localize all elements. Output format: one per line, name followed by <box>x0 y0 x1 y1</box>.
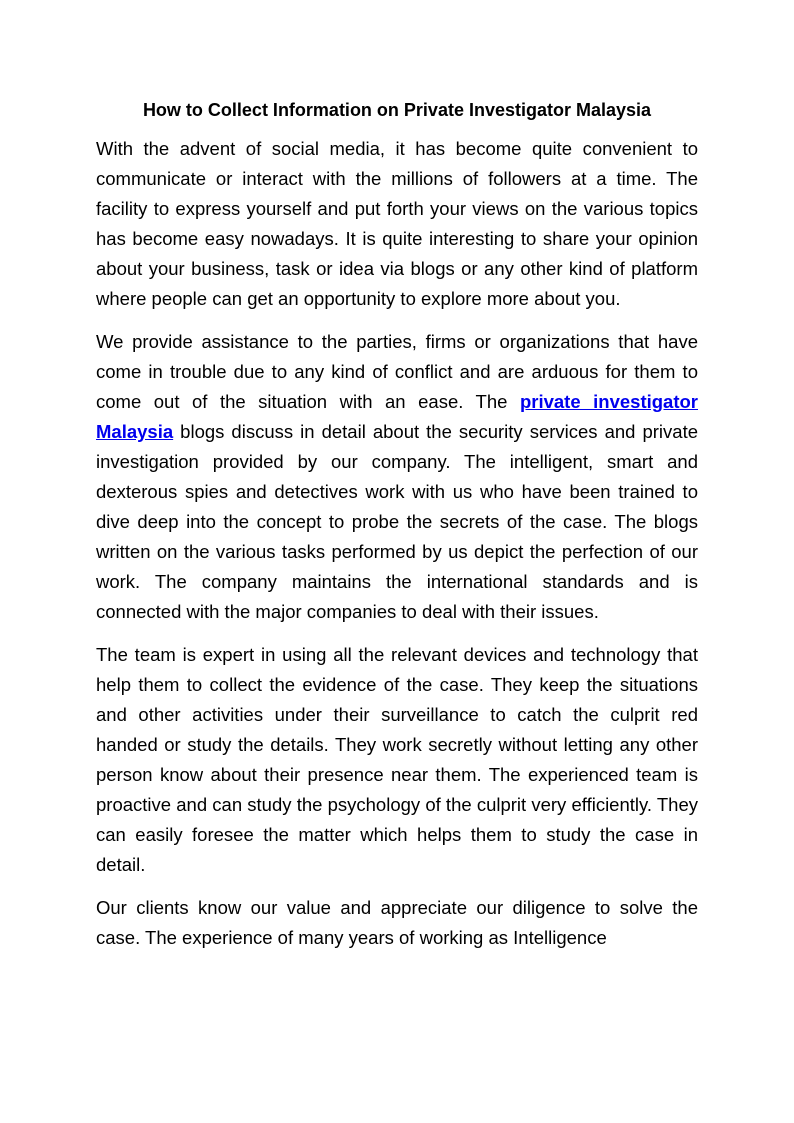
private-investigator-malaysia-link[interactable]: private investigator Malaysia <box>96 391 698 442</box>
paragraph-4: Our clients know our value and appreciate our diligence to solve the case. The experience of many years of working as Intelligence <box>96 897 698 948</box>
document-page <box>96 94 698 966</box>
paragraph-1: With the advent of social media, it has become quite convenient to communicate or interact with the millions of followers at a time. The facility to express yourself and put forth your views on the various topics has become easy nowadays. It is quite interesting to share your opinion about your business, task or idea via blogs or any other kind of platform where people can get an opportunity to explore more about you. <box>96 138 698 309</box>
paragraph-2-text-after-link: blogs discuss in detail about the security services and private investigation provided by our company. The intelligent, smart and dexterous spies and detectives work with us who have been trained to dive deep into the concept to probe the secrets of the case. The blogs written on the various tasks performed by us depict the perfection of our work. The company maintains the international standards and is connected with the major companies to deal with their issues. <box>96 421 698 622</box>
paragraph-2-text-before-link: We provide assistance to the parties, firms or organizations that have come in trouble due to any kind of conflict and are arduous for them to come out of the situation with an ease. The <box>96 331 698 412</box>
paragraph-3: The team is expert in using all the relevant devices and technology that help them to collect the evidence of the case. They keep the situations and other activities under their surveillance to catch the culprit red handed or study the details. They work secretly without letting any other person know about their presence near them. The experienced team is proactive and can study the psychology of the culprit very efficiently. They can easily foresee the matter which helps them to study the case in detail. <box>96 644 698 875</box>
document-title: How to Collect Information on Private Investigator Malaysia <box>142 100 652 120</box>
paragraph-2 <box>96 327 698 627</box>
